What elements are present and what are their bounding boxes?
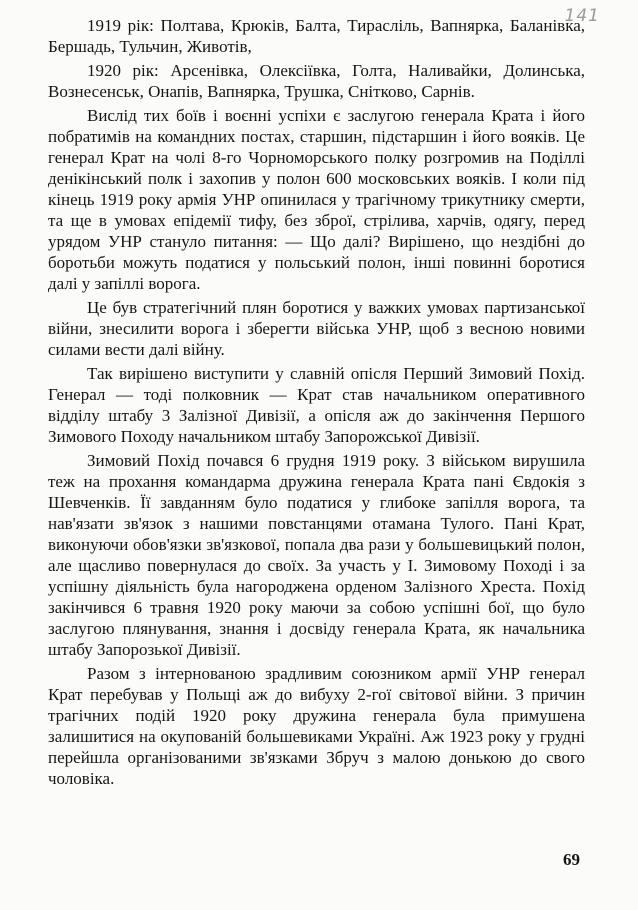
handwritten-page-mark: 141 <box>564 6 600 26</box>
paragraph-1920-cities: 1920 рік: Арсенівка, Олексіївка, Голта, Наливайки, Долинська, Вознесенськ, Онапів, Вапнярка, Трушка, Снітково, Сарнів. <box>48 61 585 101</box>
paragraph-1919-cities: 1919 рік: Полтава, Крюків, Балта, Тирасліль, Вапнярка, Баланівка, Бершадь, Тульчин, Животів, <box>48 16 585 56</box>
paragraph-battles-outcome: Вислід тих боїв і воєнні успіхи є заслугою генерала Крата і його побратимів на командних постах, старшин, підстаршин і його вояків. Це генерал Крат на чолі 8-го Чорноморського полку розгромив на Поділлі денікінський полк і захопив у полон 600 московських вояків. І коли під кінець 1919 року армія УНР опинилася у трагічному трикутнику смерти, та ще в умовах епідемії тифу, без зброї, стрілива, харчів, одягу, перед урядом УНР стануло питання: — Що далі? Вирішено, що нездібні до боротьби можуть податися у польський полон, інші повинні боротися далі у запіллі ворога. <box>48 106 585 293</box>
paragraph-winter-campaign-decision: Так вирішено виступити у славній опісля Перший Зимовий Похід. Генерал — тоді полковник — Крат став начальником оперативного відділу штабу 3 Залізної Дивізії, а опісля аж до закінчення Першого Зимового Походу начальником штабу Запорожської Дивізії. <box>48 364 585 446</box>
paragraph-winter-campaign: Зимовий Похід почався 6 грудня 1919 року. З військом вирушила теж на прохання командарма дружина генерала Крата пані Євдокія з Шевченків. Її завданням було податися у глибоке запілля ворога, та нав'язати зв'язок з нашими повстанцями отамана Тулого. Пані Крат, виконуючи обов'язки зв'язкової, попала два рази у большевицький полон, але щасливо повернулася до своїх. За участь у І. Зимовому Поході і за успішну діяльність була нагороджена орденом Залізного Хреста. Похід закінчився 6 травня 1920 року маючи за собою успішні бої, що було заслугою плянування, знання і досвіду генерала Крата, як начальника штабу Запорозької Дивізії. <box>48 451 585 659</box>
paragraph-strategic-plan: Це був стратегічний плян боротися у важких умовах партизанської війни, знесилити ворога і зберегти війська УНР, щоб з весною новими силами вести далі війну. <box>48 298 585 359</box>
paragraph-internment: Разом з інтернованою зрадливим союзником армії УНР генерал Крат перебував у Польщі аж до вибуху 2-гої світової війни. З причин трагічних подій 1920 року дружина генерала була примушена залишитися на окупованій большевиками Україні. Аж 1923 року у грудні перейшла організованими зв'язками Збруч з малою донькою до свого чоловіка. <box>48 664 585 788</box>
page-body <box>48 15 585 789</box>
page-number: 69 <box>563 850 580 869</box>
